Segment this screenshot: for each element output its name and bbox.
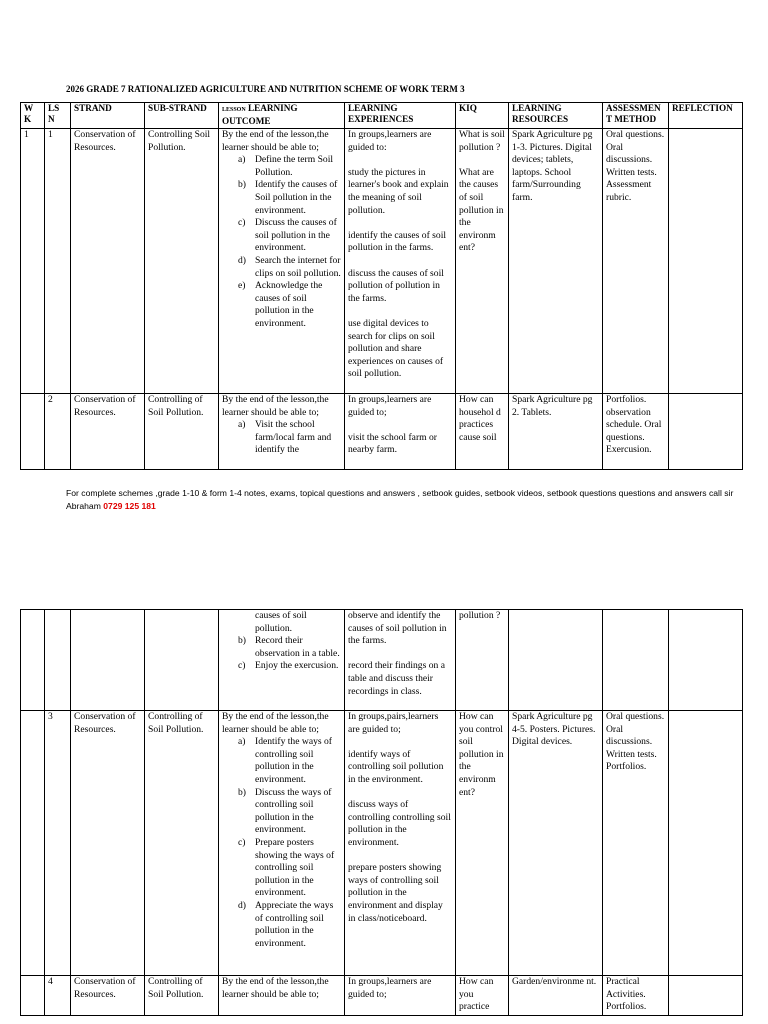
cell-wk: 1 [21,129,45,394]
outcome-text: causes of soil pollution. [255,610,307,634]
cell-outcome [219,976,345,1016]
outcome-text: Prepare posters showing the ways of controlling soil pollution in the environment. [255,836,335,899]
outcome-text: Visit the school farm/local farm and identify the [255,419,332,456]
outcome-intro: By the end of the lesson,the learner should be able to; [222,129,329,153]
cell-reflection [669,610,743,711]
scheme-table-page-2 [20,609,743,1016]
cell-outcome [219,711,345,976]
kiq-text: What is soil pollution ? [459,129,505,153]
outcome-text: Define the term Soil Pollution. [255,154,334,178]
experience-text: record their findings on a table and discuss their recordings in class. [348,660,445,697]
cell-resources: Spark Agriculture pg 1-3. Pictures. Digital devices; tablets, laptops. School farm/Surrounding farm. [509,129,603,394]
experience-text: In groups,learners are guided to; [348,976,432,1000]
outcome-intro: By the end of the lesson,the learner should be able to; [222,394,329,418]
cell-strand: Conservation of Resources. [71,129,145,394]
outcome-text: Identify the ways of controlling soil pollution in the environment. [255,736,332,785]
cell-resources: Spark Agriculture pg 2. Tablets. [509,394,603,470]
outcome-item [222,736,341,786]
outcome-item [222,419,341,457]
cell-assessment: Oral questions. Oral discussions. Written tests. Assessment rubric. [603,129,669,394]
cell-lsn: 2 [45,394,71,470]
experience-text: discuss the causes of soil pollution of pollution in the farms. [348,267,444,304]
header-assessment: ASSESSMEN T METHOD [603,103,669,129]
cell-lsn: 4 [45,976,71,1016]
cell-outcome [219,129,345,394]
cell-wk [21,610,45,711]
table-row [21,711,743,976]
header-experiences: LEARNING EXPERIENCES [345,103,456,129]
outcome-mark: c) [238,217,246,229]
cell-wk [21,711,45,976]
header-outcome-label: LEARNING OUTCOME [222,103,298,126]
cell-kiq: How can househol d practices cause soil [456,394,509,470]
cell-substrand: Controlling of Soil Pollution. [145,394,219,470]
cell-assessment: Oral questions. Oral discussions. Written tests. Portfolios. [603,711,669,976]
experience-text: study the pictures in learner's book and explain the meaning of soil pollution. [348,166,449,216]
experience-text: observe and identify the causes of soil pollution in the farms. [348,610,447,647]
experience-text: identify the causes of soil pollution in the farms. [348,229,447,254]
experience-text: prepare posters showing ways of controlling soil pollution in the environment and display in class/noticeboard. [348,862,443,924]
cell-strand: Conservation of Resources. [71,394,145,470]
outcome-text: Record their observation in a table. [255,635,340,659]
outcome-item [222,255,341,280]
outcome-item [222,280,341,330]
cell-reflection [669,394,743,470]
outcome-mark: e) [238,280,246,292]
kiq-text: What are the causes of soil pollution in the environm ent? [459,166,504,254]
outcome-mark: b) [238,635,246,647]
cell-experiences [345,976,456,1016]
cell-lsn [45,610,71,711]
footer-phone: 0729 125 181 [103,500,156,511]
cell-assessment [603,610,669,711]
cell-kiq: pollution ? [456,610,509,711]
cell-substrand: Controlling Soil Pollution. [145,129,219,394]
cell-substrand [145,610,219,711]
outcome-mark: d) [238,899,246,911]
header-substrand: SUB-STRAND [145,103,219,129]
outcome-text: Discuss the ways of controlling soil pollution in the environment. [255,786,332,836]
cell-experiences [345,610,456,711]
cell-reflection [669,976,743,1016]
table-row [21,976,743,1016]
outcome-item [222,610,341,635]
cell-experiences [345,394,456,470]
outcome-text: Discuss the causes of soil pollution in the environment. [255,217,337,254]
footer-text: For complete schemes ,grade 1-10 & form 1-4 notes, exams, topical questions and answers , setbook guides, setbook videos, setbook questions questions and answers call sir Abraham [66,488,734,511]
header-wk: W K [21,103,45,129]
cell-assessment: Portfolios. observation schedule. Oral questions. Exercusion. [603,394,669,470]
cell-kiq [456,129,509,394]
cell-strand [71,610,145,711]
outcome-intro: By the end of the lesson,the learner should be able to; [222,711,329,735]
cell-resources: Spark Agriculture pg 4-5. Posters. Pictures. Digital devices. [509,711,603,976]
cell-assessment: Practical Activities. Portfolios. [603,976,669,1016]
cell-kiq: How can you control soil pollution in the environm ent? [456,711,509,976]
outcome-mark: c) [238,836,246,848]
outcome-text: Identify the causes of Soil pollution in the environment. [255,179,338,216]
experience-text: use digital devices to search for clips on soil pollution and share experiences on causes of soil pollution. [348,317,444,380]
experience-text: visit the school farm or nearby farm. [348,431,437,456]
outcome-text: Appreciate the ways of controlling soil pollution in the environment. [255,899,334,949]
outcome-mark: b) [238,786,246,798]
experience-text: In groups,learners are guided to; [348,394,432,418]
outcome-mark: a) [238,736,246,748]
outcome-text: Search the internet for clips on soil pollution. [255,254,341,279]
cell-outcome [219,394,345,470]
header-strand: STRAND [71,103,145,129]
cell-experiences [345,129,456,394]
cell-reflection [669,129,743,394]
outcome-item [222,660,341,673]
outcome-mark: a) [238,419,246,431]
cell-strand: Conservation of Resources. [71,976,145,1016]
outcome-mark: d) [238,254,246,266]
outcome-item [222,635,341,660]
outcome-text: Enjoy the exercusion. [255,660,339,672]
outcome-text: Acknowledge the causes of soil pollution in the environment. [255,280,323,329]
cell-lsn: 3 [45,711,71,976]
experience-text: In groups,learners are guided to: [348,129,432,153]
outcome-item [222,217,341,255]
outcome-intro: By the end of the lesson,the learner should be able to; [222,976,329,1000]
cell-strand: Conservation of Resources. [71,711,145,976]
header-outcome [219,103,345,129]
header-reflection: REFLECTION [669,103,743,129]
promo-footer [66,487,746,512]
experience-text: In groups,pairs,learners are guided to; [348,711,439,735]
cell-reflection [669,711,743,976]
outcome-item [222,179,341,217]
outcome-item [222,787,341,837]
document-title: 2026 GRADE 7 RATIONALIZED AGRICULTURE AND NUTRITION SCHEME OF WORK TERM 3 [66,84,465,94]
table-header-row [21,103,743,129]
cell-resources: Garden/environme nt. [509,976,603,1016]
outcome-item [222,837,341,900]
cell-wk [21,976,45,1016]
cell-kiq: How can you practice [456,976,509,1016]
header-lsn: LS N [45,103,71,129]
cell-outcome [219,610,345,711]
header-outcome-small: LESSON [222,107,246,113]
experience-text: discuss ways of controlling controlling soil pollution in the environment. [348,799,451,848]
experience-text: identify ways of controlling soil pollution in the environment. [348,748,444,785]
outcome-mark: b) [238,179,246,191]
cell-resources [509,610,603,711]
outcome-mark: a) [238,154,246,166]
cell-lsn: 1 [45,129,71,394]
outcome-item [222,154,341,179]
header-resources: LEARNING RESOURCES [509,103,603,129]
header-kiq: KIQ [456,103,509,129]
outcome-mark: c) [238,660,246,672]
scheme-table-page-1 [20,102,743,470]
table-row [21,610,743,711]
table-row [21,394,743,470]
outcome-item [222,900,341,950]
cell-wk [21,394,45,470]
cell-experiences [345,711,456,976]
cell-substrand: Controlling of Soil Pollution. [145,976,219,1016]
table-row [21,129,743,394]
cell-substrand: Controlling of Soil Pollution. [145,711,219,976]
